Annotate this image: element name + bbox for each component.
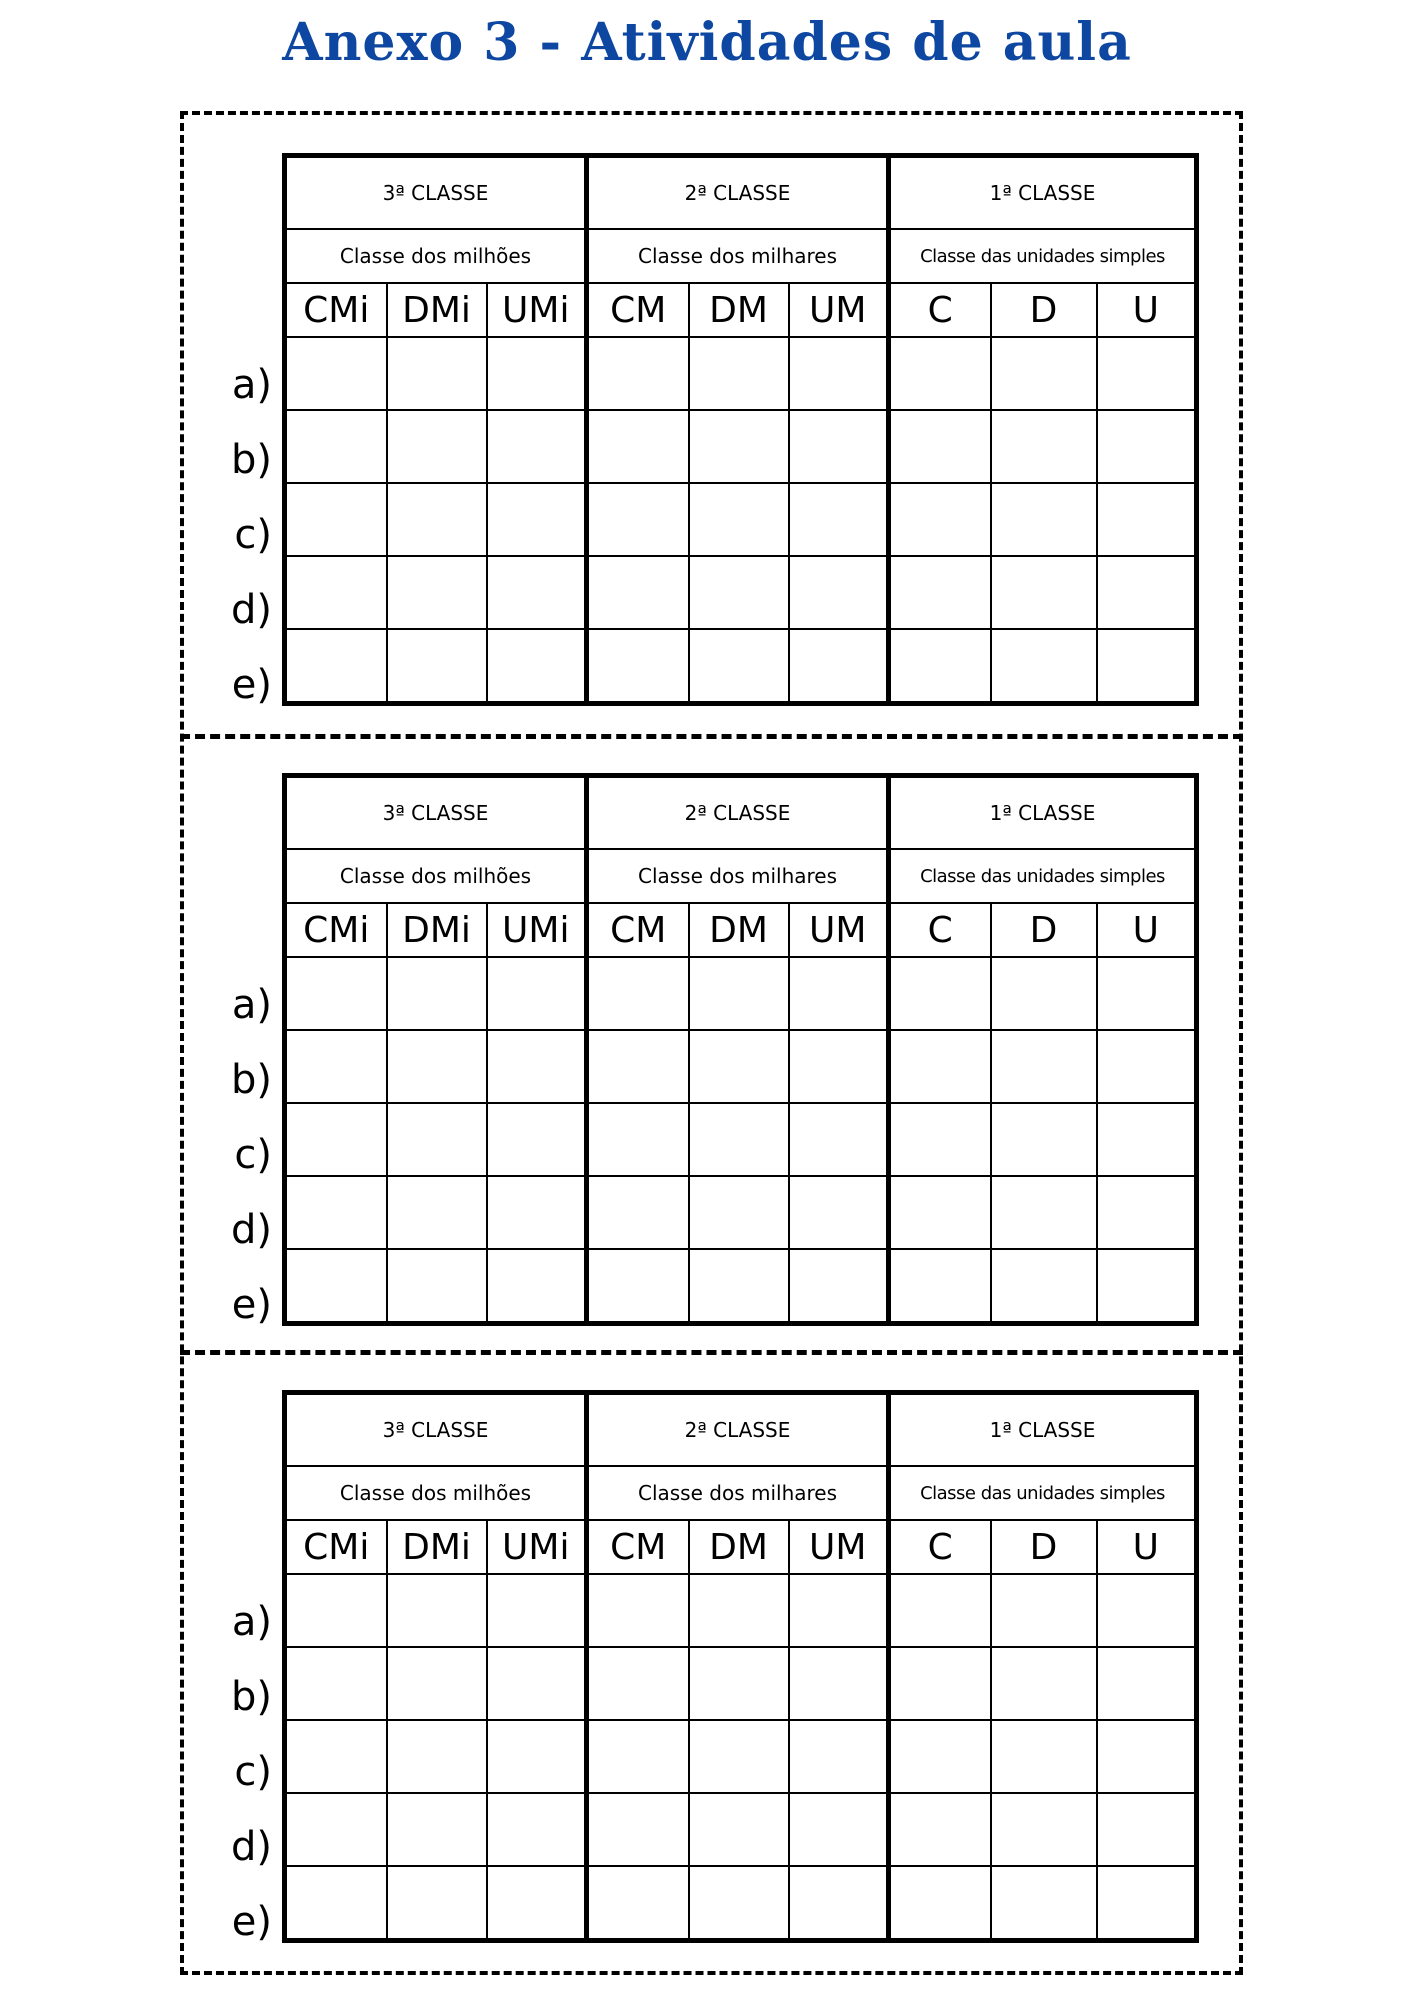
table-row [285, 1720, 1197, 1793]
blank-answer-cell[interactable] [789, 1647, 889, 1720]
blank-answer-cell[interactable] [991, 629, 1097, 704]
blank-answer-cell[interactable] [789, 410, 889, 483]
unit-header: CMi [285, 1520, 387, 1574]
blank-answer-cell[interactable] [789, 957, 889, 1030]
class-header: 2ª CLASSE [587, 1393, 889, 1467]
blank-answer-cell[interactable] [487, 957, 587, 1030]
blank-answer-cell[interactable] [889, 556, 991, 629]
blank-answer-cell[interactable] [1097, 1647, 1197, 1720]
blank-answer-cell[interactable] [387, 1176, 487, 1249]
class-header: 3ª CLASSE [285, 156, 587, 230]
blank-answer-cell[interactable] [487, 1647, 587, 1720]
unit-header: DM [689, 1520, 789, 1574]
blank-answer-cell[interactable] [789, 1030, 889, 1103]
table-row [285, 1574, 1197, 1647]
blank-answer-cell[interactable] [689, 629, 789, 704]
blank-answer-cell[interactable] [789, 629, 889, 704]
blank-answer-cell[interactable] [789, 1103, 889, 1176]
blank-answer-cell[interactable] [285, 957, 387, 1030]
blank-answer-cell[interactable] [587, 1793, 689, 1866]
blank-answer-cell[interactable] [1097, 1793, 1197, 1866]
unit-header: DMi [387, 283, 487, 337]
class-header: 3ª CLASSE [285, 776, 587, 850]
table-row [285, 556, 1197, 629]
blank-answer-cell[interactable] [991, 1574, 1097, 1647]
table-row [285, 1249, 1197, 1324]
blank-answer-cell[interactable] [1097, 957, 1197, 1030]
row-label: a) [231, 1599, 272, 1645]
place-value-block-2 [180, 731, 1243, 1331]
table-row [285, 410, 1197, 483]
unit-header: CMi [285, 283, 387, 337]
blank-answer-cell[interactable] [487, 483, 587, 556]
blank-answer-cell[interactable] [689, 1647, 789, 1720]
unit-header: UMi [487, 903, 587, 957]
unit-header: UM [789, 1520, 889, 1574]
row-label: a) [231, 362, 272, 408]
blank-answer-cell[interactable] [587, 556, 689, 629]
blank-answer-cell[interactable] [1097, 1866, 1197, 1941]
blank-answer-cell[interactable] [889, 957, 991, 1030]
table-row [285, 483, 1197, 556]
row-label: d) [231, 1824, 272, 1870]
blank-answer-cell[interactable] [387, 483, 487, 556]
blank-answer-cell[interactable] [1097, 1176, 1197, 1249]
blank-answer-cell[interactable] [889, 1574, 991, 1647]
table-row [285, 1030, 1197, 1103]
blank-answer-cell[interactable] [587, 410, 689, 483]
blank-answer-cell[interactable] [587, 1103, 689, 1176]
table-row [285, 1176, 1197, 1249]
blank-answer-cell[interactable] [285, 629, 387, 704]
blank-answer-cell[interactable] [587, 337, 689, 410]
row-label: d) [231, 1207, 272, 1253]
blank-answer-cell[interactable] [1097, 1103, 1197, 1176]
blank-answer-cell[interactable] [689, 410, 789, 483]
blank-answer-cell[interactable] [889, 1793, 991, 1866]
table-row [285, 629, 1197, 704]
blank-answer-cell[interactable] [991, 1103, 1097, 1176]
row-labels [180, 348, 272, 723]
blank-answer-cell[interactable] [285, 410, 387, 483]
blank-answer-cell[interactable] [387, 1103, 487, 1176]
blank-answer-cell[interactable] [587, 1866, 689, 1941]
blank-answer-cell[interactable] [889, 1030, 991, 1103]
blank-answer-cell[interactable] [689, 1793, 789, 1866]
blank-answer-cell[interactable] [387, 1030, 487, 1103]
unit-header: CM [587, 903, 689, 957]
blank-answer-cell[interactable] [789, 483, 889, 556]
unit-header: DMi [387, 1520, 487, 1574]
class-header: 2ª CLASSE [587, 156, 889, 230]
row-label: c) [234, 1749, 272, 1795]
blank-answer-cell[interactable] [991, 1030, 1097, 1103]
row-label: c) [234, 512, 272, 558]
blank-answer-cell[interactable] [487, 337, 587, 410]
blank-answer-cell[interactable] [387, 957, 487, 1030]
unit-header: D [991, 1520, 1097, 1574]
class-name: Classe dos milhares [587, 849, 889, 903]
blank-answer-cell[interactable] [587, 483, 689, 556]
row-labels [180, 1585, 272, 1960]
blank-answer-cell[interactable] [991, 957, 1097, 1030]
table-row [285, 337, 1197, 410]
place-value-table [282, 773, 1199, 1326]
unit-header: CM [587, 1520, 689, 1574]
class-header: 2ª CLASSE [587, 776, 889, 850]
class-name: Classe das unidades simples [889, 229, 1197, 283]
blank-answer-cell[interactable] [689, 556, 789, 629]
table-row [285, 1103, 1197, 1176]
blank-answer-cell[interactable] [1097, 410, 1197, 483]
unit-header: D [991, 903, 1097, 957]
blank-answer-cell[interactable] [889, 1720, 991, 1793]
blank-answer-cell[interactable] [387, 1249, 487, 1324]
blank-answer-cell[interactable] [387, 556, 487, 629]
blank-answer-cell[interactable] [587, 1030, 689, 1103]
blank-answer-cell[interactable] [587, 1574, 689, 1647]
blank-answer-cell[interactable] [387, 337, 487, 410]
table-row [285, 957, 1197, 1030]
blank-answer-cell[interactable] [689, 1574, 789, 1647]
unit-header: UM [789, 903, 889, 957]
blank-answer-cell[interactable] [689, 1176, 789, 1249]
unit-header: DM [689, 903, 789, 957]
row-label: c) [234, 1132, 272, 1178]
blank-answer-cell[interactable] [991, 1793, 1097, 1866]
blank-answer-cell[interactable] [889, 1866, 991, 1941]
blank-answer-cell[interactable] [1097, 483, 1197, 556]
place-value-table [282, 1390, 1199, 1943]
blank-answer-cell[interactable] [387, 410, 487, 483]
unit-header: C [889, 283, 991, 337]
blank-answer-cell[interactable] [487, 1176, 587, 1249]
blank-answer-cell[interactable] [285, 1103, 387, 1176]
row-label: e) [231, 1282, 272, 1328]
blank-answer-cell[interactable] [991, 1720, 1097, 1793]
blank-answer-cell[interactable] [285, 1720, 387, 1793]
unit-header: CM [587, 283, 689, 337]
row-label: e) [231, 1899, 272, 1945]
unit-header: U [1097, 903, 1197, 957]
blank-answer-cell[interactable] [689, 1866, 789, 1941]
blank-answer-cell[interactable] [1097, 1574, 1197, 1647]
blank-answer-cell[interactable] [991, 1866, 1097, 1941]
blank-answer-cell[interactable] [991, 337, 1097, 410]
table-row [285, 1793, 1197, 1866]
class-name: Classe das unidades simples [889, 1466, 1197, 1520]
blank-answer-cell[interactable] [789, 1866, 889, 1941]
blank-answer-cell[interactable] [285, 1647, 387, 1720]
class-name: Classe das unidades simples [889, 849, 1197, 903]
blank-answer-cell[interactable] [285, 1176, 387, 1249]
class-header: 3ª CLASSE [285, 1393, 587, 1467]
blank-answer-cell[interactable] [387, 1574, 487, 1647]
unit-header: U [1097, 283, 1197, 337]
class-name: Classe dos milhões [285, 229, 587, 283]
blank-answer-cell[interactable] [689, 483, 789, 556]
blank-answer-cell[interactable] [991, 556, 1097, 629]
blank-answer-cell[interactable] [991, 1176, 1097, 1249]
row-label: a) [231, 982, 272, 1028]
table-row [285, 1866, 1197, 1941]
blank-answer-cell[interactable] [285, 1249, 387, 1324]
blank-answer-cell[interactable] [387, 1793, 487, 1866]
blank-answer-cell[interactable] [285, 556, 387, 629]
blank-answer-cell[interactable] [789, 1249, 889, 1324]
blank-answer-cell[interactable] [789, 1574, 889, 1647]
blank-answer-cell[interactable] [689, 1249, 789, 1324]
blank-answer-cell[interactable] [387, 1720, 487, 1793]
row-label: b) [231, 1674, 272, 1720]
place-value-block-3 [180, 1348, 1243, 1948]
blank-answer-cell[interactable] [1097, 337, 1197, 410]
class-name: Classe dos milhões [285, 1466, 587, 1520]
blank-answer-cell[interactable] [387, 1866, 487, 1941]
blank-answer-cell[interactable] [889, 410, 991, 483]
table-row [285, 1647, 1197, 1720]
blank-answer-cell[interactable] [487, 410, 587, 483]
row-label: b) [231, 1057, 272, 1103]
row-label: d) [231, 587, 272, 633]
blank-answer-cell[interactable] [789, 1793, 889, 1866]
blank-answer-cell[interactable] [487, 1574, 587, 1647]
blank-answer-cell[interactable] [285, 1793, 387, 1866]
class-header: 1ª CLASSE [889, 1393, 1197, 1467]
blank-answer-cell[interactable] [1097, 1249, 1197, 1324]
blank-answer-cell[interactable] [285, 1030, 387, 1103]
blank-answer-cell[interactable] [889, 1176, 991, 1249]
blank-answer-cell[interactable] [487, 1249, 587, 1324]
blank-answer-cell[interactable] [789, 1176, 889, 1249]
blank-answer-cell[interactable] [587, 1249, 689, 1324]
unit-header: C [889, 1520, 991, 1574]
blank-answer-cell[interactable] [991, 483, 1097, 556]
row-labels [180, 968, 272, 1343]
blank-answer-cell[interactable] [789, 1720, 889, 1793]
blank-answer-cell[interactable] [587, 957, 689, 1030]
blank-answer-cell[interactable] [285, 483, 387, 556]
unit-header: DMi [387, 903, 487, 957]
unit-header: D [991, 283, 1097, 337]
page-title: Anexo 3 - Atividades de aula [282, 12, 1132, 73]
blank-answer-cell[interactable] [689, 1030, 789, 1103]
blank-answer-cell[interactable] [789, 337, 889, 410]
blank-answer-cell[interactable] [991, 1249, 1097, 1324]
blank-answer-cell[interactable] [487, 1030, 587, 1103]
blank-answer-cell[interactable] [387, 629, 487, 704]
unit-header: CMi [285, 903, 387, 957]
unit-header: U [1097, 1520, 1197, 1574]
blank-answer-cell[interactable] [889, 337, 991, 410]
blank-answer-cell[interactable] [587, 1647, 689, 1720]
class-name: Classe dos milhares [587, 229, 889, 283]
blank-answer-cell[interactable] [587, 629, 689, 704]
blank-answer-cell[interactable] [889, 1103, 991, 1176]
blank-answer-cell[interactable] [889, 1249, 991, 1324]
blank-answer-cell[interactable] [285, 1866, 387, 1941]
blank-answer-cell[interactable] [689, 337, 789, 410]
blank-answer-cell[interactable] [689, 1720, 789, 1793]
blank-answer-cell[interactable] [587, 1720, 689, 1793]
row-label: b) [231, 437, 272, 483]
blank-answer-cell[interactable] [1097, 1720, 1197, 1793]
unit-header: UMi [487, 283, 587, 337]
class-name: Classe dos milhares [587, 1466, 889, 1520]
class-name: Classe dos milhões [285, 849, 587, 903]
blank-answer-cell[interactable] [487, 1720, 587, 1793]
blank-answer-cell[interactable] [991, 410, 1097, 483]
unit-header: C [889, 903, 991, 957]
place-value-table [282, 153, 1199, 706]
blank-answer-cell[interactable] [1097, 629, 1197, 704]
blank-answer-cell[interactable] [487, 1103, 587, 1176]
blank-answer-cell[interactable] [487, 1866, 587, 1941]
blank-answer-cell[interactable] [991, 1647, 1097, 1720]
blank-answer-cell[interactable] [789, 556, 889, 629]
blank-answer-cell[interactable] [387, 1647, 487, 1720]
blank-answer-cell[interactable] [689, 1103, 789, 1176]
blank-answer-cell[interactable] [587, 1176, 689, 1249]
blank-answer-cell[interactable] [487, 629, 587, 704]
blank-answer-cell[interactable] [689, 957, 789, 1030]
class-header: 1ª CLASSE [889, 156, 1197, 230]
blank-answer-cell[interactable] [487, 556, 587, 629]
blank-answer-cell[interactable] [889, 629, 991, 704]
blank-answer-cell[interactable] [285, 1574, 387, 1647]
unit-header: UM [789, 283, 889, 337]
row-label: e) [231, 662, 272, 708]
blank-answer-cell[interactable] [1097, 1030, 1197, 1103]
unit-header: UMi [487, 1520, 587, 1574]
blank-answer-cell[interactable] [285, 337, 387, 410]
unit-header: DM [689, 283, 789, 337]
blank-answer-cell[interactable] [1097, 556, 1197, 629]
blank-answer-cell[interactable] [487, 1793, 587, 1866]
class-header: 1ª CLASSE [889, 776, 1197, 850]
place-value-block-1 [180, 111, 1243, 711]
blank-answer-cell[interactable] [889, 483, 991, 556]
blank-answer-cell[interactable] [889, 1647, 991, 1720]
